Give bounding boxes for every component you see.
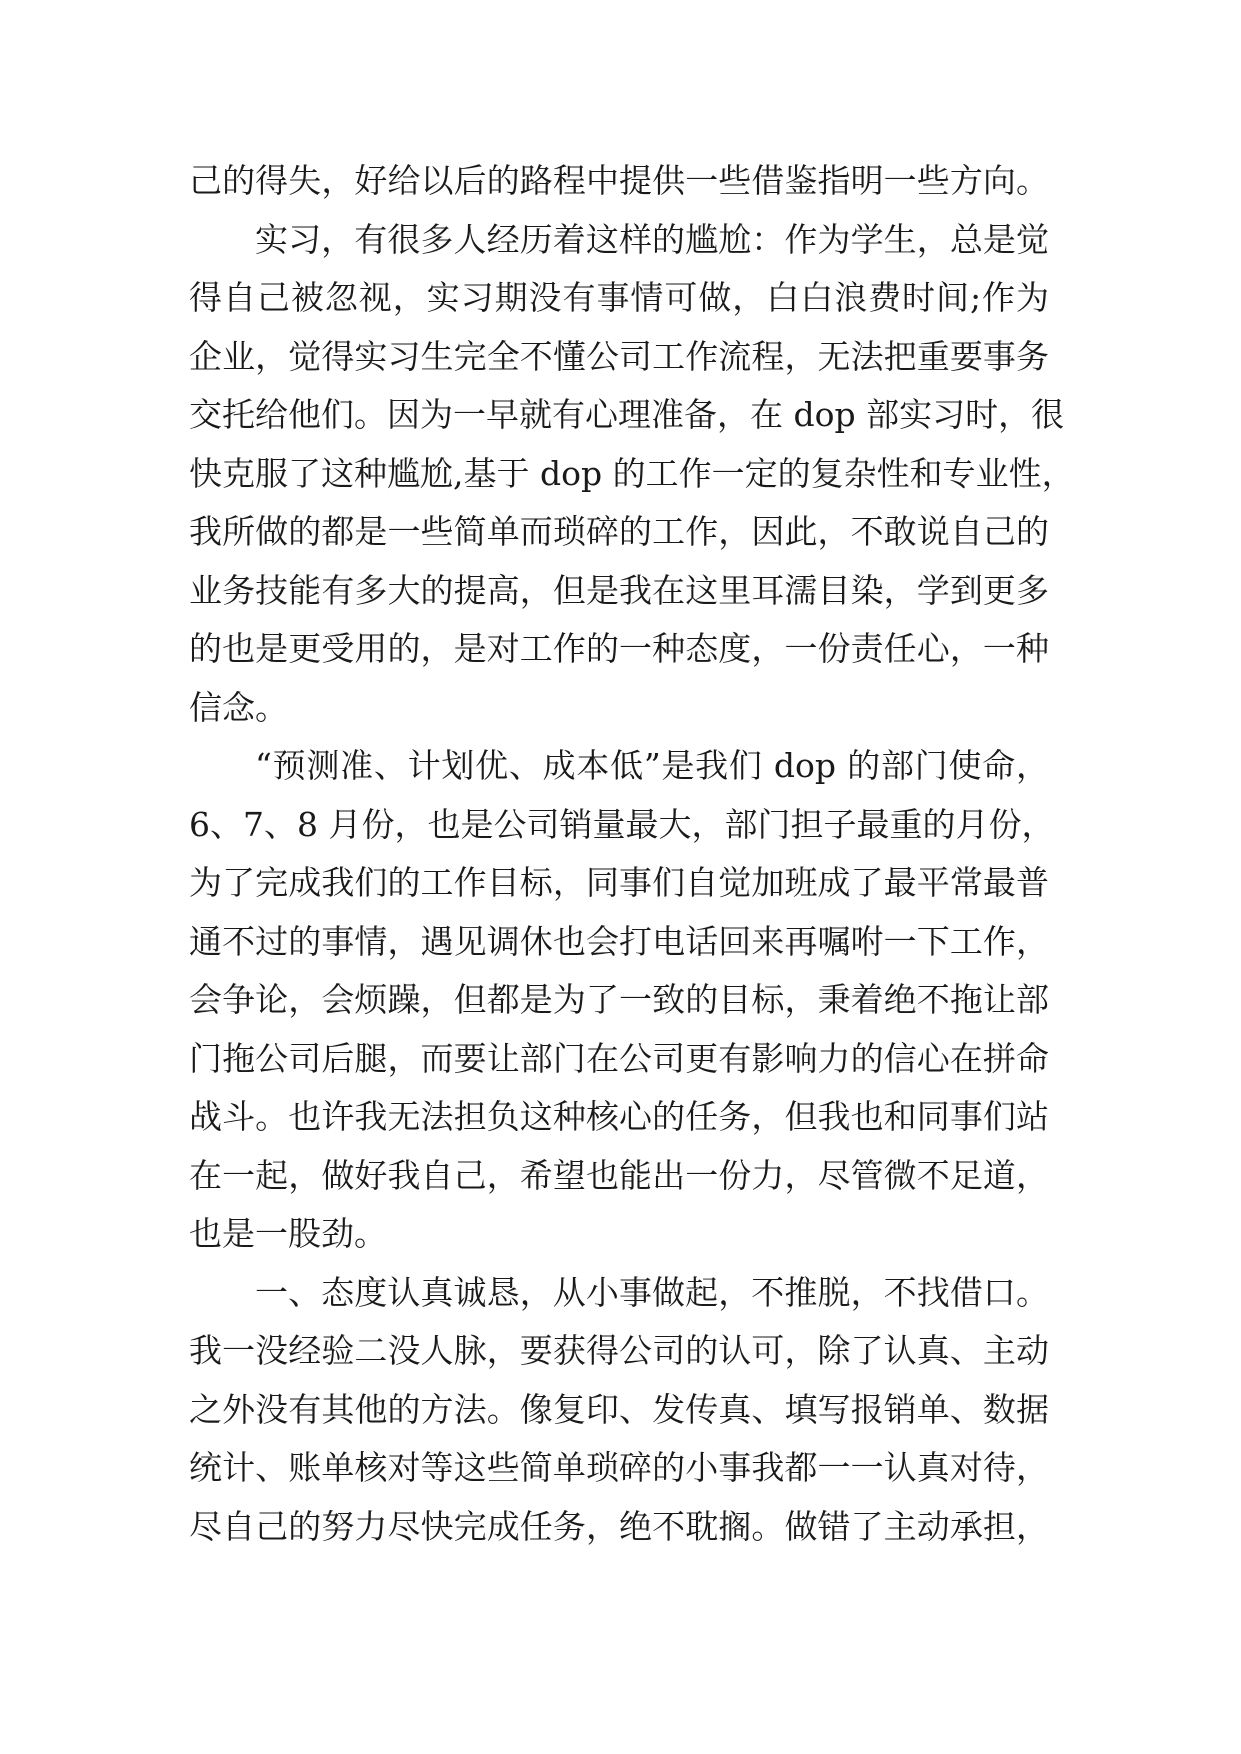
text-line: 通不过的事情，遇见调休也会打电话回来再嘱咐一下工作，	[189, 921, 1049, 961]
text-line: 的也是更受用的，是对工作的一种态度，一份责任心，一种	[189, 629, 1049, 668]
text-line: 统计、账单核对等这些简单琐碎的小事我都一一认真对待，	[189, 1448, 1049, 1487]
text-line: 企业，觉得实习生完全不懂公司工作流程，无法把重要事务	[189, 336, 1049, 376]
text-line: 为了完成我们的工作目标，同事们自觉加班成了最平常最普	[189, 863, 1049, 902]
text-line: 也是一股劲。	[189, 1214, 387, 1253]
text-line: 我一没经验二没人脉，要获得公司的认可，除了认真、主动	[189, 1331, 1049, 1370]
text-line: 一、态度认真诚恳，从小事做起，不推脱，不找借口。	[255, 1272, 1049, 1312]
text-line: 实习，有很多人经历着这样的尴尬：作为学生，总是觉	[255, 219, 1049, 259]
text-line: 6、7、8 月份，也是公司销量最大，部门担子最重的月份，	[189, 804, 1055, 844]
text-line: 信念。	[189, 687, 288, 727]
text-line: 我所做的都是一些简单而琐碎的工作，因此，不敢说自己的	[189, 512, 1049, 551]
text-line: 在一起，做好我自己，希望也能出一份力，尽管微不足道，	[189, 1155, 1049, 1195]
text-line: 之外没有其他的方法。像复印、发传真、填写报销单、数据	[189, 1389, 1049, 1429]
body-text	[189, 152, 1075, 1556]
text-line: 快克服了这种尴尬,基于 dop 的工作一定的复杂性和专业性，	[189, 453, 1075, 493]
text-line: 尽自己的努力尽快完成任务，绝不耽搁。做错了主动承担，	[189, 1506, 1049, 1546]
text-line: 业务技能有多大的提高，但是我在这里耳濡目染，学到更多	[189, 570, 1049, 610]
text-line: 交托给他们。因为一早就有心理准备，在 dop 部实习时，很	[189, 395, 1065, 434]
text-line: 会争论，会烦躁，但都是为了一致的目标，秉着绝不拖让部	[189, 980, 1049, 1019]
text-line: 战斗。也许我无法担负这种核心的任务，但我也和同事们站	[189, 1097, 1049, 1136]
text-line: “预测准、计划优、成本低”是我们 dop 的部门使命，	[255, 746, 1049, 785]
text-line: 得自己被忽视，实习期没有事情可做，白白浪费时间;作为	[189, 278, 1049, 317]
text-line: 门拖公司后腿，而要让部门在公司更有影响力的信心在拼命	[189, 1038, 1049, 1078]
text-line: 己的得失，好给以后的路程中提供一些借鉴指明一些方向。	[189, 161, 1049, 200]
